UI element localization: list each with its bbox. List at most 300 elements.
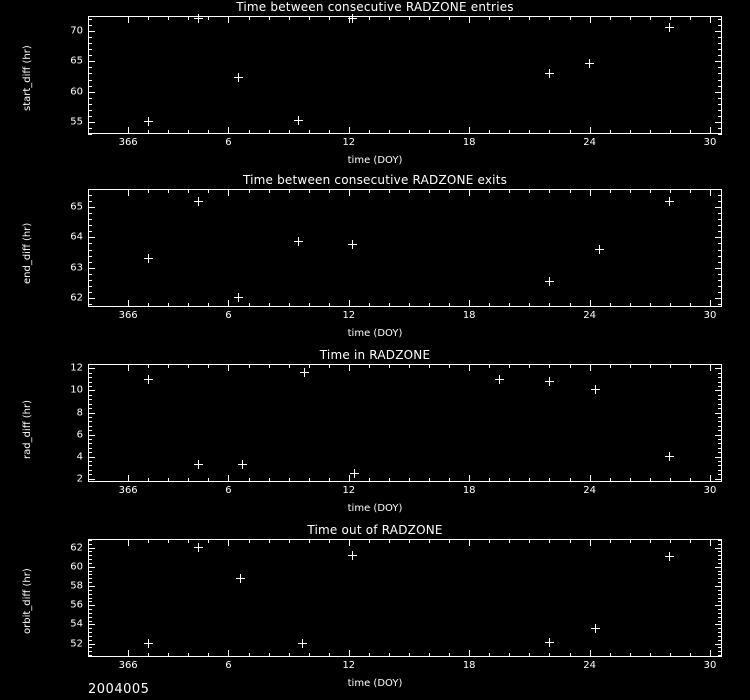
y-axis-minor-tick: [88, 386, 92, 387]
x-axis-minor-tick: [509, 478, 510, 482]
y-axis-minor-tick: [718, 219, 722, 220]
y-axis-minor-tick: [718, 413, 722, 414]
y-axis-minor-tick: [718, 231, 722, 232]
x-axis-minor-tick: [690, 130, 691, 134]
data-point-marker: [591, 385, 600, 394]
x-axis-minor-tick: [329, 364, 330, 368]
x-axis-label: time (DOY): [347, 155, 403, 166]
y-axis-minor-tick: [88, 122, 92, 123]
y-axis-minor-tick: [88, 540, 92, 541]
y-axis-minor-tick: [88, 640, 92, 641]
y-axis-minor-tick: [88, 644, 92, 645]
y-axis-minor-tick: [718, 286, 722, 287]
x-axis-minor-tick: [409, 364, 410, 368]
y-axis-minor-tick: [718, 574, 722, 575]
x-axis-minor-tick: [650, 539, 651, 543]
x-axis-minor-tick: [309, 189, 310, 193]
x-axis-minor-tick: [509, 130, 510, 134]
y-axis-minor-tick: [88, 636, 92, 637]
x-axis-minor-tick: [529, 16, 530, 20]
x-axis-minor-tick: [429, 478, 430, 482]
y-axis-minor-tick: [718, 298, 722, 299]
y-axis-minor-tick: [88, 98, 92, 99]
y-axis-minor-tick: [718, 195, 722, 196]
x-axis-minor-tick: [329, 478, 330, 482]
x-axis-tick-label: 30: [703, 310, 717, 321]
x-axis-minor-tick: [429, 539, 430, 543]
x-axis-minor-tick: [128, 539, 129, 543]
y-axis-minor-tick: [88, 377, 92, 378]
x-axis-minor-tick: [409, 653, 410, 657]
y-axis-minor-tick: [88, 582, 92, 583]
y-axis-minor-tick: [88, 262, 92, 263]
x-axis-tick-label: 6: [225, 660, 232, 671]
x-axis-minor-tick: [449, 653, 450, 657]
x-axis-tick-label: 30: [703, 485, 717, 496]
y-axis-minor-tick: [88, 578, 92, 579]
x-axis-minor-tick: [309, 130, 310, 134]
x-axis-minor-tick: [208, 130, 209, 134]
x-axis-tick-label: 366: [118, 137, 138, 148]
y-axis-minor-tick: [88, 651, 92, 652]
x-axis-minor-tick: [469, 364, 470, 368]
y-axis-minor-tick: [88, 213, 92, 214]
x-axis-minor-tick: [429, 16, 430, 20]
x-axis-minor-tick: [590, 539, 591, 543]
data-point-marker: [144, 375, 153, 384]
data-point-marker: [665, 23, 674, 32]
x-axis-minor-tick: [650, 478, 651, 482]
data-point-marker: [348, 14, 357, 23]
y-axis-minor-tick: [718, 598, 722, 599]
x-axis-minor-tick: [489, 303, 490, 307]
y-axis-tick-label: 62: [70, 542, 83, 554]
data-point-marker: [294, 237, 303, 246]
x-axis-tick-label: 6: [225, 137, 232, 148]
x-axis-minor-tick: [670, 189, 671, 193]
y-axis-minor-tick: [88, 250, 92, 251]
x-axis-minor-tick: [289, 16, 290, 20]
x-axis-minor-tick: [590, 130, 591, 134]
x-axis-minor-tick: [650, 130, 651, 134]
x-axis-minor-tick: [670, 653, 671, 657]
y-axis-minor-tick: [88, 590, 92, 591]
y-axis-minor-tick: [88, 426, 92, 427]
x-axis-minor-tick: [168, 539, 169, 543]
x-axis-minor-tick: [269, 16, 270, 20]
y-axis-minor-tick: [718, 116, 722, 117]
y-axis-minor-tick: [88, 292, 92, 293]
x-axis-label: time (DOY): [347, 328, 403, 339]
x-axis-minor-tick: [509, 303, 510, 307]
x-axis-minor-tick: [188, 189, 189, 193]
data-point-marker: [144, 254, 153, 263]
x-axis-minor-tick: [269, 130, 270, 134]
x-axis-minor-tick: [449, 189, 450, 193]
x-axis-minor-tick: [469, 189, 470, 193]
y-axis-minor-tick: [88, 655, 92, 656]
x-axis-minor-tick: [590, 364, 591, 368]
plot-area: [88, 189, 722, 307]
x-axis-minor-tick: [168, 303, 169, 307]
x-axis-minor-tick: [289, 653, 290, 657]
y-axis-minor-tick: [88, 399, 92, 400]
x-axis-minor-tick: [690, 364, 691, 368]
y-axis-minor-tick: [88, 49, 92, 50]
x-axis-minor-tick: [409, 539, 410, 543]
y-axis-tick-label: 10: [70, 384, 83, 396]
y-axis-minor-tick: [88, 19, 92, 20]
x-axis-minor-tick: [369, 16, 370, 20]
x-axis-minor-tick: [549, 653, 550, 657]
x-axis-minor-tick: [349, 364, 350, 368]
x-axis-minor-tick: [670, 478, 671, 482]
y-axis-minor-tick: [718, 243, 722, 244]
data-point-marker: [234, 293, 243, 302]
x-axis-minor-tick: [188, 539, 189, 543]
x-axis-minor-tick: [369, 364, 370, 368]
y-axis-minor-tick: [718, 373, 722, 374]
x-axis-minor-tick: [168, 189, 169, 193]
y-axis-minor-tick: [88, 452, 92, 453]
x-axis-minor-tick: [128, 303, 129, 307]
data-point-marker: [665, 552, 674, 561]
y-axis-minor-tick: [718, 443, 722, 444]
y-axis-minor-tick: [718, 640, 722, 641]
y-axis-minor-tick: [88, 563, 92, 564]
x-axis-minor-tick: [489, 364, 490, 368]
y-axis-minor-tick: [88, 231, 92, 232]
data-point-marker: [144, 639, 153, 648]
chart-panel-rad-diff: [0, 348, 750, 518]
x-axis-minor-tick: [509, 189, 510, 193]
data-point-marker: [294, 116, 303, 125]
x-axis-minor-tick: [289, 189, 290, 193]
y-axis-label: end_diff (hr): [22, 222, 33, 284]
data-point-marker: [194, 197, 203, 206]
y-axis-tick-label: 4: [76, 451, 83, 463]
x-axis-minor-tick: [389, 653, 390, 657]
x-axis-minor-tick: [168, 130, 169, 134]
data-point-marker: [300, 368, 309, 377]
x-axis-minor-tick: [148, 539, 149, 543]
data-point-marker: [236, 574, 245, 583]
x-axis-tick-label: 30: [703, 137, 717, 148]
x-axis-minor-tick: [549, 478, 550, 482]
x-axis-minor-tick: [650, 364, 651, 368]
x-axis-minor-tick: [409, 189, 410, 193]
y-axis-minor-tick: [88, 574, 92, 575]
x-axis-minor-tick: [289, 303, 290, 307]
y-axis-minor-tick: [88, 544, 92, 545]
y-axis-minor-tick: [718, 609, 722, 610]
x-axis-minor-tick: [710, 364, 711, 368]
x-axis-minor-tick: [710, 303, 711, 307]
x-axis-minor-tick: [329, 539, 330, 543]
x-axis-minor-tick: [670, 303, 671, 307]
y-axis-minor-tick: [88, 647, 92, 648]
x-axis-minor-tick: [228, 130, 229, 134]
y-axis-minor-tick: [718, 439, 722, 440]
x-axis-minor-tick: [269, 478, 270, 482]
y-axis-minor-tick: [718, 647, 722, 648]
x-axis-minor-tick: [429, 303, 430, 307]
y-axis-minor-tick: [718, 61, 722, 62]
y-axis-minor-tick: [88, 628, 92, 629]
y-axis-minor-tick: [88, 256, 92, 257]
x-axis-minor-tick: [570, 478, 571, 482]
x-axis-minor-tick: [610, 16, 611, 20]
x-axis-minor-tick: [630, 653, 631, 657]
y-axis-minor-tick: [88, 92, 92, 93]
x-axis-minor-tick: [148, 653, 149, 657]
x-axis-minor-tick: [208, 478, 209, 482]
chart-panel-start-diff: [0, 0, 750, 170]
x-axis-minor-tick: [529, 478, 530, 482]
x-axis-label: time (DOY): [347, 503, 403, 514]
y-axis-minor-tick: [718, 98, 722, 99]
x-axis-label: time (DOY): [347, 678, 403, 689]
x-axis-minor-tick: [690, 539, 691, 543]
x-axis-minor-tick: [228, 539, 229, 543]
y-axis-minor-tick: [718, 399, 722, 400]
y-axis-minor-tick: [88, 624, 92, 625]
y-axis-tick-label: 54: [70, 618, 83, 630]
x-axis-minor-tick: [309, 653, 310, 657]
y-axis-minor-tick: [88, 421, 92, 422]
y-axis-minor-tick: [88, 61, 92, 62]
x-axis-minor-tick: [349, 539, 350, 543]
x-axis-minor-tick: [249, 364, 250, 368]
x-axis-minor-tick: [369, 478, 370, 482]
y-axis-minor-tick: [88, 461, 92, 462]
y-axis-minor-tick: [718, 582, 722, 583]
x-axis-minor-tick: [610, 364, 611, 368]
y-axis-minor-tick: [718, 628, 722, 629]
x-axis-minor-tick: [228, 478, 229, 482]
y-axis-tick-label: 60: [70, 86, 83, 98]
chart-panel-orbit-diff: [0, 523, 750, 693]
y-axis-minor-tick: [88, 110, 92, 111]
x-axis-minor-tick: [289, 478, 290, 482]
x-axis-tick-label: 12: [342, 485, 356, 496]
y-axis-minor-tick: [88, 613, 92, 614]
y-axis-minor-tick: [88, 73, 92, 74]
x-axis-tick-label: 24: [583, 660, 596, 671]
y-axis-minor-tick: [88, 55, 92, 56]
data-point-marker: [495, 375, 504, 384]
x-axis-minor-tick: [309, 539, 310, 543]
y-axis-minor-tick: [718, 452, 722, 453]
y-axis-minor-tick: [718, 594, 722, 595]
y-axis-minor-tick: [718, 601, 722, 602]
x-axis-minor-tick: [489, 478, 490, 482]
x-axis-minor-tick: [188, 653, 189, 657]
x-axis-minor-tick: [389, 303, 390, 307]
x-axis-minor-tick: [469, 539, 470, 543]
x-axis-minor-tick: [349, 303, 350, 307]
x-axis-minor-tick: [208, 539, 209, 543]
y-axis-minor-tick: [718, 19, 722, 20]
y-axis-minor-tick: [718, 551, 722, 552]
y-axis-minor-tick: [718, 395, 722, 396]
y-axis-tick-label: 12: [70, 362, 83, 374]
y-axis-tick-label: 58: [70, 580, 83, 592]
x-axis-minor-tick: [409, 303, 410, 307]
y-axis-minor-tick: [718, 479, 722, 480]
x-axis-minor-tick: [549, 364, 550, 368]
x-axis-minor-tick: [710, 16, 711, 20]
x-axis-minor-tick: [590, 189, 591, 193]
y-axis-label: start_diff (hr): [22, 45, 33, 111]
x-axis-minor-tick: [389, 130, 390, 134]
data-point-marker: [348, 551, 357, 560]
data-point-marker: [665, 197, 674, 206]
y-axis-minor-tick: [718, 37, 722, 38]
y-axis-minor-tick: [718, 225, 722, 226]
y-axis-minor-tick: [88, 195, 92, 196]
y-axis-minor-tick: [718, 67, 722, 68]
y-axis-minor-tick: [718, 571, 722, 572]
x-axis-minor-tick: [529, 653, 530, 657]
x-axis-minor-tick: [148, 478, 149, 482]
y-axis-minor-tick: [718, 237, 722, 238]
y-axis-minor-tick: [88, 594, 92, 595]
x-axis-minor-tick: [329, 653, 330, 657]
y-axis-minor-tick: [88, 559, 92, 560]
x-axis-minor-tick: [269, 539, 270, 543]
x-axis-minor-tick: [329, 16, 330, 20]
y-axis-minor-tick: [88, 413, 92, 414]
y-axis-minor-tick: [718, 417, 722, 418]
x-axis-minor-tick: [128, 364, 129, 368]
y-axis-minor-tick: [88, 598, 92, 599]
y-axis-minor-tick: [718, 470, 722, 471]
x-axis-minor-tick: [249, 303, 250, 307]
y-axis-minor-tick: [88, 555, 92, 556]
x-axis-minor-tick: [610, 130, 611, 134]
x-axis-minor-tick: [369, 303, 370, 307]
x-axis-minor-tick: [369, 130, 370, 134]
y-axis-minor-tick: [88, 457, 92, 458]
y-axis-minor-tick: [718, 544, 722, 545]
x-axis-minor-tick: [670, 130, 671, 134]
y-axis-minor-tick: [718, 621, 722, 622]
x-axis-minor-tick: [249, 539, 250, 543]
y-axis-minor-tick: [718, 465, 722, 466]
x-axis-minor-tick: [249, 16, 250, 20]
y-axis-minor-tick: [88, 286, 92, 287]
x-axis-minor-tick: [329, 189, 330, 193]
y-axis-minor-tick: [718, 636, 722, 637]
y-axis-minor-tick: [718, 262, 722, 263]
x-axis-minor-tick: [469, 478, 470, 482]
x-axis-minor-tick: [570, 539, 571, 543]
y-axis-minor-tick: [718, 49, 722, 50]
x-axis-minor-tick: [449, 364, 450, 368]
x-axis-minor-tick: [489, 130, 490, 134]
x-axis-minor-tick: [168, 16, 169, 20]
x-axis-minor-tick: [369, 539, 370, 543]
x-axis-minor-tick: [228, 653, 229, 657]
y-axis-minor-tick: [718, 43, 722, 44]
y-axis-minor-tick: [88, 448, 92, 449]
x-axis-minor-tick: [409, 16, 410, 20]
x-axis-minor-tick: [429, 653, 430, 657]
y-axis-minor-tick: [718, 86, 722, 87]
x-axis-minor-tick: [449, 130, 450, 134]
x-axis-tick-label: 18: [462, 485, 476, 496]
chart-title: Time between consecutive RADZONE entries: [236, 0, 514, 14]
y-axis-minor-tick: [718, 292, 722, 293]
y-axis-minor-tick: [718, 461, 722, 462]
x-axis-tick-label: 366: [118, 485, 138, 496]
data-point-marker: [591, 624, 600, 633]
data-point-marker: [595, 245, 604, 254]
x-axis-minor-tick: [630, 16, 631, 20]
x-axis-minor-tick: [228, 189, 229, 193]
x-axis-minor-tick: [128, 130, 129, 134]
x-axis-minor-tick: [529, 364, 530, 368]
y-axis-minor-tick: [88, 443, 92, 444]
x-axis-minor-tick: [449, 539, 450, 543]
y-axis-minor-tick: [88, 586, 92, 587]
y-axis-minor-tick: [88, 551, 92, 552]
y-axis-minor-tick: [718, 128, 722, 129]
x-axis-tick-label: 12: [342, 137, 356, 148]
x-axis-tick-label: 6: [225, 310, 232, 321]
x-axis-minor-tick: [570, 16, 571, 20]
x-axis-minor-tick: [208, 653, 209, 657]
x-axis-minor-tick: [650, 653, 651, 657]
x-axis-minor-tick: [449, 16, 450, 20]
y-axis-minor-tick: [88, 435, 92, 436]
x-axis-minor-tick: [549, 16, 550, 20]
data-point-marker: [665, 452, 674, 461]
y-axis-minor-tick: [718, 73, 722, 74]
y-axis-minor-tick: [718, 540, 722, 541]
x-axis-minor-tick: [529, 303, 530, 307]
x-axis-minor-tick: [128, 16, 129, 20]
data-point-marker: [350, 469, 359, 478]
chart-title: Time in RADZONE: [319, 348, 431, 362]
y-axis-minor-tick: [718, 586, 722, 587]
x-axis-minor-tick: [610, 653, 611, 657]
x-axis-minor-tick: [349, 478, 350, 482]
y-axis-minor-tick: [88, 219, 92, 220]
x-axis-minor-tick: [249, 653, 250, 657]
data-point-marker: [194, 14, 203, 23]
y-axis-minor-tick: [718, 368, 722, 369]
y-axis-minor-tick: [88, 268, 92, 269]
y-axis-minor-tick: [718, 80, 722, 81]
plot-area: [88, 16, 722, 134]
y-axis-tick-label: 55: [70, 116, 83, 128]
data-point-marker: [585, 59, 594, 68]
figure-footer-label: 2004005: [88, 682, 150, 697]
y-axis-minor-tick: [718, 590, 722, 591]
y-axis-minor-tick: [718, 421, 722, 422]
x-axis-minor-tick: [168, 653, 169, 657]
x-axis-minor-tick: [188, 16, 189, 20]
x-axis-minor-tick: [309, 303, 310, 307]
y-axis-minor-tick: [718, 390, 722, 391]
x-axis-minor-tick: [509, 653, 510, 657]
x-axis-minor-tick: [208, 16, 209, 20]
y-axis-tick-label: 56: [70, 599, 83, 611]
y-axis-minor-tick: [88, 80, 92, 81]
x-axis-minor-tick: [690, 653, 691, 657]
